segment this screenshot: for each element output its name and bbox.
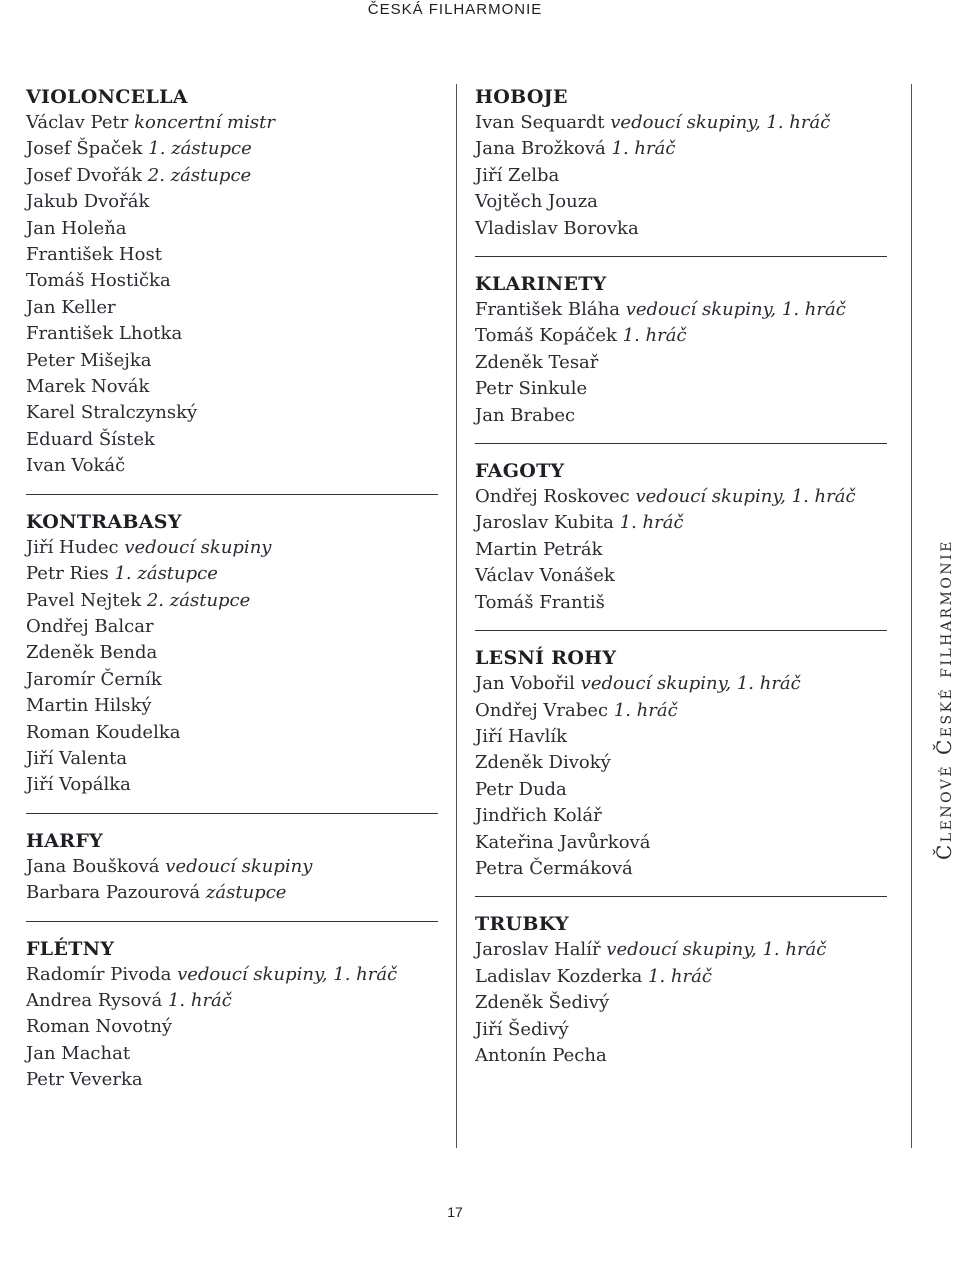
member-name: Tomáš Františ [475, 591, 605, 613]
member-row [475, 216, 887, 242]
section [475, 896, 887, 1083]
member-name: Jaroslav Halíř [475, 939, 601, 961]
right-column [475, 84, 887, 1083]
member-name: Jiří Valenta [26, 747, 128, 769]
member-role: vedoucí skupiny, 1. hráč [635, 486, 856, 508]
member-row [475, 1043, 887, 1069]
member-row [26, 400, 438, 426]
member-row [26, 374, 438, 400]
member-row [475, 671, 887, 697]
member-row [475, 724, 887, 750]
member-role: zástupce [205, 882, 287, 904]
member-role: 1. hráč [619, 512, 684, 534]
member-row [475, 403, 887, 429]
member-row [26, 720, 438, 746]
section [475, 630, 887, 896]
member-name: Jiří Hudec [26, 536, 119, 558]
member-role: 1. hráč [648, 965, 712, 987]
member-row [475, 110, 887, 136]
member-name: Jana Brožková [475, 138, 606, 160]
member-role: vedoucí skupiny, 1. hráč [177, 963, 398, 985]
member-name: Jan Holeňa [26, 217, 127, 239]
member-row [475, 964, 887, 990]
member-row [26, 988, 438, 1014]
member-role: koncertní mistr [134, 112, 275, 133]
member-name: Jaromír Černík [26, 668, 162, 690]
member-role: vedoucí skupiny [165, 855, 313, 877]
member-name: Marek Novák [26, 376, 150, 398]
member-row [475, 830, 887, 856]
member-role: 1. hráč [622, 325, 687, 347]
member-row [475, 510, 887, 536]
section-title: KLARINETY [475, 273, 607, 296]
member-name: Eduard Šístek [26, 428, 155, 450]
member-name: Tomáš Hostička [26, 270, 171, 292]
member-row [475, 350, 887, 376]
member-role: 1. zástupce [114, 563, 218, 585]
member-name: Vojtěch Jouza [475, 191, 598, 213]
member-name: Zdeněk Benda [26, 642, 158, 664]
member-name: Jiří Havlík [475, 725, 568, 747]
member-name: František Lhotka [26, 323, 183, 345]
center-divider [456, 84, 457, 1148]
member-name: Jindřich Kolář [475, 805, 602, 827]
member-row [26, 880, 438, 906]
member-name: Ladislav Kozderka [475, 965, 643, 987]
member-name: Jan Vobořil [475, 673, 575, 695]
member-name: Jakub Dvořák [26, 191, 150, 213]
member-row [475, 590, 887, 616]
member-name: Karel Stralczynský [26, 402, 198, 424]
member-row [475, 937, 887, 963]
member-row [475, 297, 887, 323]
member-row [26, 163, 438, 189]
member-row [26, 1041, 438, 1067]
section-title: HOBOJE [475, 86, 568, 108]
member-row [26, 640, 438, 666]
member-name: Tomáš Kopáček [475, 325, 617, 347]
section [26, 84, 438, 494]
member-row [475, 484, 887, 510]
section [26, 494, 438, 813]
member-name: Ivan Sequardt [475, 112, 605, 133]
section [26, 921, 438, 1108]
member-row [26, 667, 438, 693]
member-row [475, 323, 887, 349]
member-row [26, 746, 438, 772]
section [475, 443, 887, 630]
member-role: vedoucí skupiny, 1. hráč [610, 112, 831, 133]
member-row [475, 856, 887, 882]
member-row [26, 772, 438, 798]
member-row [26, 535, 438, 561]
member-name: Vladislav Borovka [475, 217, 639, 239]
member-row [26, 242, 438, 268]
right-divider [911, 84, 912, 1148]
member-row [26, 295, 438, 321]
member-name: Ondřej Balcar [26, 615, 154, 637]
section-title: FLÉTNY [26, 937, 115, 960]
member-role: vedoucí skupiny, 1. hráč [625, 299, 846, 321]
section [475, 256, 887, 443]
member-name: Jan Keller [26, 296, 116, 318]
member-row [26, 216, 438, 242]
member-name: Barbara Pazourová [26, 882, 201, 904]
member-role: 2. zástupce [147, 164, 252, 186]
member-name: Andrea Rysová [26, 989, 163, 1011]
section-title: VIOLONCELLA [26, 86, 188, 108]
member-row [26, 962, 438, 988]
member-row [26, 1014, 438, 1040]
member-row [26, 268, 438, 294]
member-name: Jan Machat [26, 1042, 131, 1064]
member-name: Petra Čermáková [475, 857, 633, 879]
section [26, 813, 438, 921]
member-name: Václav Vonášek [475, 565, 615, 587]
member-row [26, 561, 438, 587]
member-name: František Bláha [475, 299, 620, 321]
member-role: 1. zástupce [148, 138, 252, 160]
member-name: Ivan Vokáč [26, 455, 126, 477]
member-name: Antonín Pecha [475, 1044, 607, 1066]
member-row [475, 163, 887, 189]
member-row [475, 803, 887, 829]
member-name: Václav Petr [26, 112, 129, 133]
member-name: Jiří Vopálka [26, 774, 131, 796]
member-row [475, 777, 887, 803]
page-number: 17 [447, 1204, 463, 1220]
member-row [26, 348, 438, 374]
member-name: Zdeněk Šedivý [475, 992, 610, 1014]
member-name: Pavel Nejtek [26, 589, 142, 611]
side-title: Členové České filharmonie [932, 539, 956, 860]
member-name: Kateřina Javůrková [475, 831, 651, 853]
member-row [26, 321, 438, 347]
member-name: František Host [26, 244, 162, 266]
member-role: 1. hráč [613, 699, 678, 721]
member-row [475, 189, 887, 215]
member-row [26, 427, 438, 453]
member-row [26, 136, 438, 162]
member-name: Roman Novotný [26, 1016, 173, 1038]
member-name: Josef Dvořák [26, 164, 143, 186]
member-row [475, 537, 887, 563]
running-head: ČESKÁ FILHARMONIE [367, 1, 543, 18]
member-name: Martin Petrák [475, 538, 603, 560]
member-row [475, 136, 887, 162]
member-row [475, 698, 887, 724]
member-name: Josef Špaček [26, 138, 143, 160]
section-title: HARFY [26, 829, 104, 852]
member-row [26, 588, 438, 614]
member-row [26, 854, 438, 880]
member-name: Petr Ries [26, 563, 109, 585]
member-name: Zdeněk Tesař [475, 351, 599, 373]
section [475, 84, 887, 256]
member-name: Petr Veverka [26, 1069, 143, 1091]
member-role: 1. hráč [167, 989, 232, 1011]
member-role: vedoucí skupiny, 1. hráč [606, 939, 827, 961]
member-row [26, 453, 438, 479]
member-row [475, 563, 887, 589]
member-name: Ondřej Roskovec [475, 486, 630, 508]
member-name: Martin Hilský [26, 695, 152, 717]
section-title: LESNÍ ROHY [475, 647, 617, 670]
member-name: Jan Brabec [475, 404, 576, 426]
member-row [26, 693, 438, 719]
member-row [475, 1017, 887, 1043]
section-title: FAGOTY [475, 460, 565, 483]
member-name: Jiří Zelba [475, 164, 560, 186]
member-name: Petr Sinkule [475, 378, 588, 400]
member-role: vedoucí skupiny [124, 536, 272, 558]
member-name: Jaroslav Kubita [475, 512, 614, 534]
member-name: Jana Boušková [26, 855, 160, 877]
member-row [475, 750, 887, 776]
member-name: Peter Mišejka [26, 349, 152, 371]
member-name: Radomír Pivoda [26, 963, 172, 985]
member-row [475, 990, 887, 1016]
member-row [26, 189, 438, 215]
member-name: Zdeněk Divoký [475, 752, 611, 774]
member-row [26, 110, 438, 136]
member-role: vedoucí skupiny, 1. hráč [580, 673, 801, 695]
member-name: Roman Koudelka [26, 721, 181, 743]
member-row [475, 376, 887, 402]
section-title: KONTRABASY [26, 510, 182, 533]
left-column [26, 84, 438, 1108]
section-title: TRUBKY [475, 913, 569, 936]
member-role: 1. hráč [611, 138, 676, 160]
member-name: Petr Duda [475, 778, 567, 800]
member-row [26, 614, 438, 640]
member-row [26, 1067, 438, 1093]
member-name: Jiří Šedivý [475, 1018, 569, 1040]
member-name: Ondřej Vrabec [475, 699, 609, 721]
member-role: 2. zástupce [146, 589, 251, 611]
